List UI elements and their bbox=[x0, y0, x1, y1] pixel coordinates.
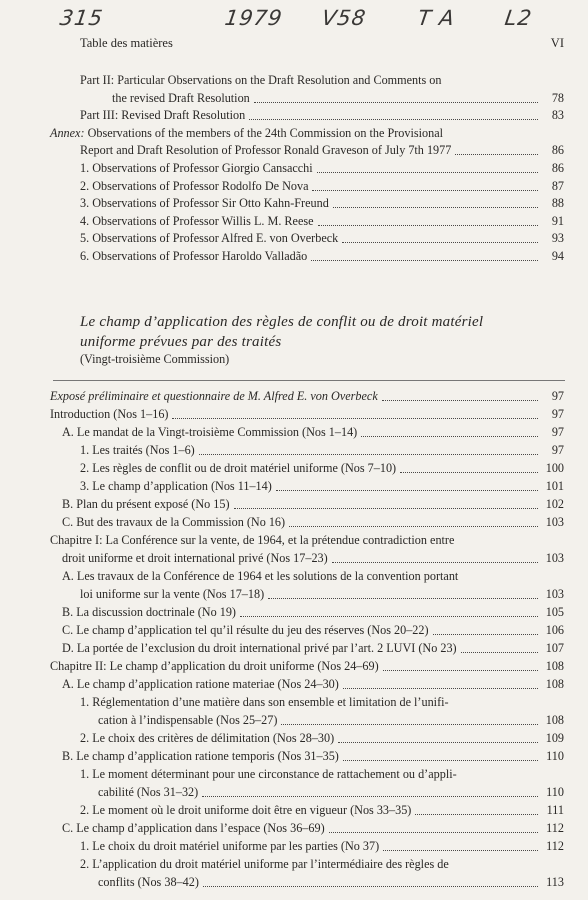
annex-label: Annex: bbox=[50, 126, 85, 140]
toc-entry bbox=[80, 230, 564, 246]
toc-entry bbox=[62, 550, 564, 566]
handwritten-notes bbox=[0, 2, 588, 32]
toc-entry bbox=[62, 424, 564, 440]
toc-page-number: 100 bbox=[545, 461, 564, 475]
toc-entry bbox=[98, 874, 564, 890]
toc-entry-text: 3. Observations of Professor Sir Otto Kahn-Freund bbox=[80, 196, 329, 210]
toc-entry-line bbox=[50, 125, 443, 141]
toc-entry-text: D. La portée de l’exclusion du droit international privé par l’art. 2 LUVI (No 23) bbox=[62, 641, 457, 655]
toc-entry-text: 2. Observations of Professor Rodolfo De Nova bbox=[80, 179, 309, 193]
toc-entry bbox=[62, 496, 564, 512]
dot-leader bbox=[415, 813, 538, 815]
toc-entry bbox=[80, 730, 564, 746]
toc-entry-text: 4. Observations of Professor Willis L. M. Reese bbox=[80, 214, 314, 228]
toc-entry bbox=[80, 586, 564, 602]
toc-entry-text: the revised Draft Resolution bbox=[112, 91, 250, 105]
toc-page-number: 112 bbox=[546, 821, 564, 835]
toc-entry bbox=[62, 622, 564, 638]
toc-entry-text: Report and Draft Resolution of Professor Ronald Graveson of July 7th 1977 bbox=[80, 143, 452, 157]
dot-leader bbox=[383, 669, 538, 671]
toc-page-number: 108 bbox=[545, 713, 564, 727]
toc-page-number: 108 bbox=[545, 659, 564, 673]
dot-leader bbox=[455, 153, 538, 155]
toc-page-number: 97 bbox=[551, 407, 564, 421]
toc-entry-text: 1. Réglementation d’une matière dans son ensemble et limitation de l’unifi- bbox=[80, 695, 449, 709]
toc-entry-text: 6. Observations of Professor Haroldo Valladão bbox=[80, 249, 308, 263]
toc-page-number: 103 bbox=[545, 515, 564, 529]
toc-entry-text: droit uniforme et droit international privé (Nos 17–23) bbox=[62, 551, 328, 565]
toc-entry-text: 2. Le moment où le droit uniforme doit être en vigueur (Nos 33–35) bbox=[80, 803, 412, 817]
toc-entry-text: Exposé préliminaire et questionnaire de M. Alfred E. von Overbeck bbox=[50, 389, 378, 403]
toc-entry-text: 2. Les règles de conflit ou de droit matériel uniforme (Nos 7–10) bbox=[80, 461, 397, 475]
toc-page-number: 88 bbox=[551, 196, 564, 210]
toc-entry bbox=[80, 478, 564, 494]
toc-entry-text: B. La discussion doctrinale (No 19) bbox=[62, 605, 236, 619]
header-page-number: VI bbox=[550, 36, 564, 50]
toc-entry bbox=[62, 640, 564, 656]
toc-entry-text: 1. Le moment déterminant pour une circonstance de rattachement ou d’appli- bbox=[80, 767, 457, 781]
toc-entry-text: A. Le champ d’application ratione materiae (Nos 24–30) bbox=[62, 677, 339, 691]
dot-leader bbox=[318, 224, 538, 226]
dot-leader bbox=[317, 171, 538, 173]
toc-page-number: 103 bbox=[545, 551, 564, 565]
dot-leader bbox=[343, 759, 538, 761]
dot-leader bbox=[234, 507, 538, 509]
toc-entry bbox=[62, 604, 564, 620]
toc-entry-text: 3. Le champ d’application (Nos 11–14) bbox=[80, 479, 272, 493]
toc-entry bbox=[80, 460, 564, 476]
toc-page-number: 110 bbox=[546, 749, 564, 763]
toc-entry-text: B. Plan du présent exposé (No 15) bbox=[62, 497, 230, 511]
dot-leader bbox=[400, 471, 538, 473]
dot-leader bbox=[312, 189, 538, 191]
toc-entry-text: 2. L’application du droit matériel uniforme par l’intermédiaire des règles de bbox=[80, 857, 449, 871]
dot-leader bbox=[281, 723, 538, 725]
toc-entry-text: loi uniforme sur la vente (Nos 17–18) bbox=[80, 587, 265, 601]
toc-entry-text: C. Le champ d’application dans l’espace (Nos 36–69) bbox=[62, 821, 325, 835]
toc-entry-text: Observations of the members of the 24th Commission on the Provisional bbox=[87, 126, 443, 140]
dot-leader bbox=[338, 741, 538, 743]
toc-page-number: 107 bbox=[545, 641, 564, 655]
toc-entry-text: 2. Le choix des critères de délimitation (Nos 28–30) bbox=[80, 731, 335, 745]
toc-entry bbox=[62, 676, 564, 692]
dot-leader bbox=[433, 633, 538, 635]
toc-page-number: 78 bbox=[551, 91, 564, 105]
toc-entry bbox=[80, 142, 564, 158]
section-title-line: Le champ d’application des règles de conflit ou de droit matériel bbox=[80, 314, 484, 330]
toc-page-number: 97 bbox=[551, 389, 564, 403]
toc-entry-text: Part II: Particular Observations on the Draft Resolution and Comments on bbox=[80, 73, 442, 87]
toc-entry bbox=[98, 712, 564, 728]
toc-entry-text: 1. Le choix du droit matériel uniforme par les parties (No 37) bbox=[80, 839, 380, 853]
toc-page-number: 83 bbox=[551, 108, 564, 122]
handwritten-note: T A bbox=[416, 6, 457, 30]
toc-entry bbox=[80, 442, 564, 458]
toc-page-number: 97 bbox=[551, 443, 564, 457]
toc-page-number: 102 bbox=[545, 497, 564, 511]
toc-page-number: 106 bbox=[545, 623, 564, 637]
toc-entry-text: A. Le mandat de la Vingt-troisième Commission (Nos 1–14) bbox=[62, 425, 358, 439]
header-title: Table des matières bbox=[80, 36, 173, 50]
toc-entry-text: Chapitre I: La Conférence sur la vente, de 1964, et la prétendue contradiction entre bbox=[50, 533, 455, 547]
dot-leader bbox=[199, 453, 538, 455]
toc-entry-text: Introduction (Nos 1–16) bbox=[50, 407, 169, 421]
dot-leader bbox=[343, 687, 538, 689]
toc-entry bbox=[80, 178, 564, 194]
dot-leader bbox=[249, 118, 538, 120]
dot-leader bbox=[268, 597, 538, 599]
dot-leader bbox=[383, 849, 538, 851]
toc-page-number: 109 bbox=[545, 731, 564, 745]
toc-entry-text: 1. Les traités (Nos 1–6) bbox=[80, 443, 195, 457]
dot-leader bbox=[361, 435, 538, 437]
dot-leader bbox=[172, 417, 538, 419]
dot-leader bbox=[332, 561, 538, 563]
toc-entry-text: conflits (Nos 38–42) bbox=[98, 875, 199, 889]
toc-entry-text: B. Le champ d’application ratione temporis (Nos 31–35) bbox=[62, 749, 339, 763]
dot-leader bbox=[254, 101, 538, 103]
toc-entry bbox=[80, 838, 564, 854]
toc-entry bbox=[80, 802, 564, 818]
dot-leader bbox=[203, 885, 538, 887]
toc-entry bbox=[50, 658, 564, 674]
toc-entry-text: C. Le champ d’application tel qu’il résulte du jeu des réserves (Nos 20–22) bbox=[62, 623, 429, 637]
dot-leader bbox=[461, 651, 538, 653]
toc-entry-text: cation à l’indispensable (Nos 25–27) bbox=[98, 713, 278, 727]
dot-leader bbox=[382, 399, 538, 401]
toc-entry-text: C. But des travaux de la Commission (No 16) bbox=[62, 515, 286, 529]
toc-page-number: 87 bbox=[551, 179, 564, 193]
toc-entry-text: Chapitre II: Le champ d’application du droit uniforme (Nos 24–69) bbox=[50, 659, 379, 673]
divider-rule bbox=[53, 380, 565, 382]
toc-entry bbox=[50, 406, 564, 422]
toc-entry bbox=[80, 160, 564, 176]
toc-entry-text: Part III: Revised Draft Resolution bbox=[80, 108, 246, 122]
toc-entry bbox=[112, 90, 564, 106]
toc-page-number: 91 bbox=[551, 214, 564, 228]
toc-entry bbox=[80, 248, 564, 264]
dot-leader bbox=[202, 795, 538, 797]
toc-page-number: 112 bbox=[546, 839, 564, 853]
dot-leader bbox=[289, 525, 538, 527]
toc-page-number: 93 bbox=[551, 231, 564, 245]
handwritten-note: L2 bbox=[503, 6, 534, 30]
toc-entry bbox=[50, 388, 564, 404]
toc-page-number: 86 bbox=[551, 143, 564, 157]
toc-entry-text: 1. Observations of Professor Giorgio Cansacchi bbox=[80, 161, 313, 175]
handwritten-note: V58 bbox=[320, 6, 368, 30]
toc-page-number: 108 bbox=[545, 677, 564, 691]
dot-leader bbox=[276, 489, 538, 491]
toc-page-number: 110 bbox=[546, 785, 564, 799]
toc-page-number: 97 bbox=[551, 425, 564, 439]
toc-entry bbox=[62, 820, 564, 836]
dot-leader bbox=[240, 615, 538, 617]
dot-leader bbox=[333, 206, 538, 208]
toc-page-number: 103 bbox=[545, 587, 564, 601]
toc-entry bbox=[62, 748, 564, 764]
toc-entry bbox=[80, 195, 564, 211]
toc-entry bbox=[80, 213, 564, 229]
dot-leader bbox=[342, 241, 538, 243]
toc-page-number: 86 bbox=[551, 161, 564, 175]
section-title-line: uniforme prévues par des traités bbox=[80, 334, 282, 350]
commission-label: (Vingt-troisième Commission) bbox=[80, 352, 230, 366]
toc-page-number: 101 bbox=[545, 479, 564, 493]
toc-entry-text: 5. Observations of Professor Alfred E. von Overbeck bbox=[80, 231, 339, 245]
toc-page-number: 94 bbox=[551, 249, 564, 263]
toc-entry bbox=[80, 107, 564, 123]
toc-entry-text: cabilité (Nos 31–32) bbox=[98, 785, 199, 799]
handwritten-note: 315 bbox=[58, 6, 105, 30]
toc-page-number: 113 bbox=[546, 875, 564, 889]
dot-leader bbox=[311, 259, 538, 261]
handwritten-note: 1979 bbox=[223, 6, 285, 30]
toc-page-number: 105 bbox=[545, 605, 564, 619]
toc-entry-text: A. Les travaux de la Conférence de 1964 et les solutions de la convention portant bbox=[62, 569, 459, 583]
toc-entry bbox=[98, 784, 564, 800]
toc-page-number: 111 bbox=[546, 803, 564, 817]
dot-leader bbox=[329, 831, 538, 833]
toc-entry bbox=[62, 514, 564, 530]
